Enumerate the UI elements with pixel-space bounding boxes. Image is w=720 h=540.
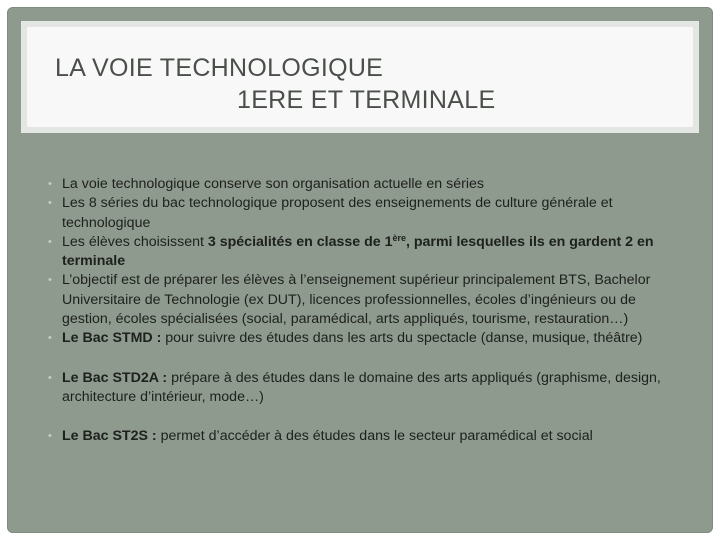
title-box — [21, 21, 699, 133]
bullet-item — [50, 175, 672, 194]
bullet-list — [50, 175, 672, 447]
bullet-item — [50, 194, 672, 233]
bullet-text: L’objectif est de préparer les élèves à l’enseignement supérieur principalement BTS, Bachelor Universitaire de Technologie (ex DUT), licences professionnelles, écoles d’ingénieurs ou de gestion, écoles spécialisées (social, paramédical, arts appliqués, tourisme, restauration…) — [62, 272, 651, 328]
bullet-text: Les 8 séries du bac technologique proposent des enseignements de culture générale et technologique — [62, 195, 613, 231]
bullet-bold-text: 3 spécialités en classe de 1 — [207, 233, 393, 250]
bullet-text: prépare à des études dans le domaine des arts appliqués (graphisme, design, architecture d’intérieur, mode…) — [62, 369, 661, 405]
bullet-text: permet d’accéder à des études dans le secteur paramédical et social — [160, 428, 593, 445]
bullet-item — [50, 233, 672, 272]
bullet-item — [50, 427, 672, 446]
bullet-bold-text: , parmi lesquelles ils en gardent 2 en terminale — [62, 233, 654, 270]
bullet-text: pour suivre des études dans les arts du spectacle (danse, musique, théâtre) — [165, 330, 643, 347]
bullet-bold-text: Le Bac STMD : — [62, 330, 166, 347]
bullet-text: La voie technologique conserve son organisation actuelle en séries — [62, 176, 484, 192]
bullet-bold-text: Le Bac ST2S : — [62, 428, 161, 445]
bullet-bold-text: Le Bac STD2A : — [62, 369, 172, 386]
bullet-item — [50, 329, 672, 348]
bullet-text: Les élèves choisissent — [62, 233, 208, 250]
title-line-1: LA VOIE TECHNOLOGIQUE — [55, 54, 384, 82]
superscript: ère — [392, 232, 406, 243]
title-line-2: 1ERE ET TERMINALE — [237, 86, 496, 114]
bullet-item — [50, 369, 672, 408]
bullet-item — [50, 271, 672, 329]
